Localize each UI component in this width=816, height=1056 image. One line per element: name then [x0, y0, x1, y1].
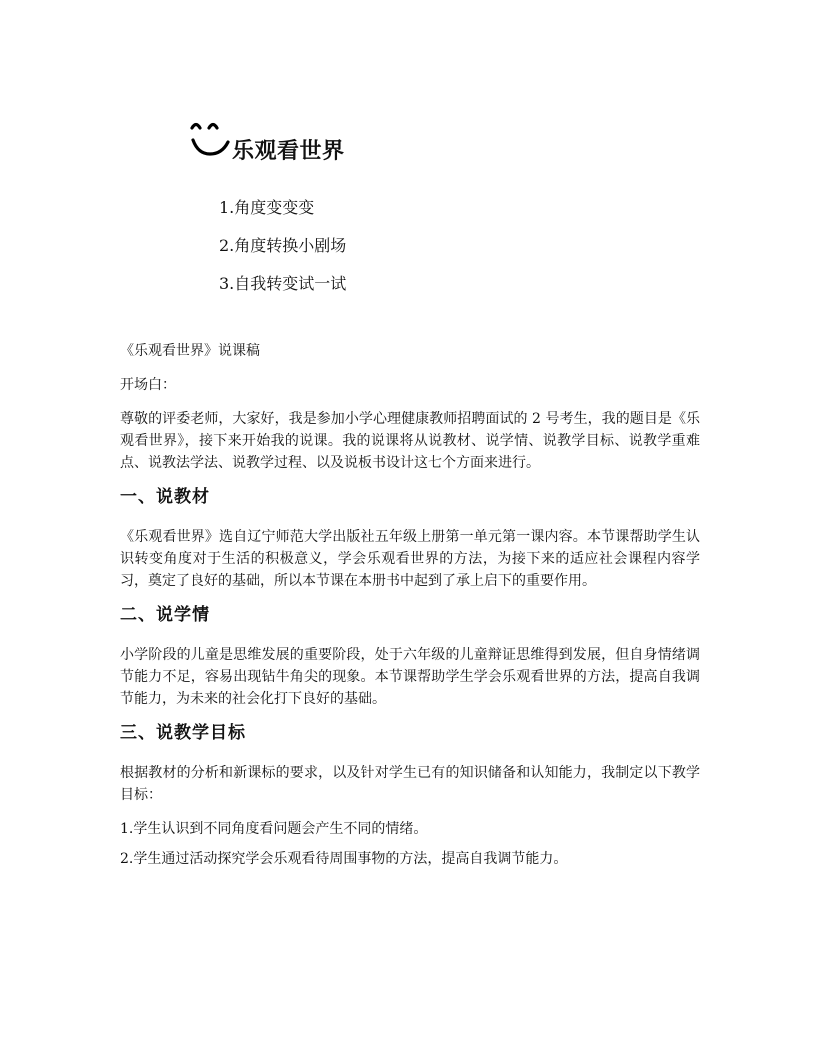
section-paragraph-students: 小学阶段的儿童是思维发展的重要阶段，处于六年级的儿童辩证思维得到发展，但自身情绪调节能力不足，容易出现钻牛角尖的现象。本节课帮助学生学会乐观看世界的方法，提高自我调节能力，为未来的社会化打下良好的基础。	[120, 647, 700, 707]
board-title: 乐观看世界	[232, 138, 345, 164]
goal-item: 2.学生通过活动探究学会乐观看待周围事物的方法，提高自我调节能力。	[120, 851, 568, 867]
section-title-textbook: 一、说教材	[120, 487, 210, 507]
intro-paragraph: 尊敬的评委老师，大家好，我是参加小学心理健康教师招聘面试的 2 号考生，我的题目是《乐观看世界》，接下来开始我的说课。我的说课将从说教材、说学情、说教学目标、说教学重难点、说教法学法、说教学过程、以及说板书设计这七个方面来进行。	[120, 411, 700, 471]
section-paragraph-textbook: 《乐观看世界》选自辽宁师范大学出版社五年级上册第一单元第一课内容。本节课帮助学生认识转变角度对于生活的积极意义，学会乐观看世界的方法，为接下来的适应社会课程内容学习，奠定了良好的基础，所以本节课在本册书中起到了承上启下的重要作用。	[120, 529, 700, 589]
section-paragraph-goals: 根据教材的分析和新课标的要求，以及针对学生已有的知识储备和认知能力，我制定以下教学目标：	[120, 765, 700, 803]
goal-item: 1.学生认识到不同角度看问题会产生不同的情绪。	[120, 821, 428, 837]
opening-label: 开场白：	[120, 377, 176, 393]
section-title-goals: 三、说教学目标	[120, 723, 246, 743]
board-item: 1.角度变变变	[219, 198, 315, 217]
board-item-list	[219, 198, 346, 312]
document-body	[120, 340, 700, 878]
section-title-students: 二、说学情	[120, 605, 210, 625]
document-heading: 《乐观看世界》说课稿	[120, 343, 260, 359]
smiley-face-icon	[188, 118, 232, 158]
board-item: 3.自我转变试一试	[219, 274, 347, 293]
board-item: 2.角度转换小剧场	[219, 236, 347, 255]
